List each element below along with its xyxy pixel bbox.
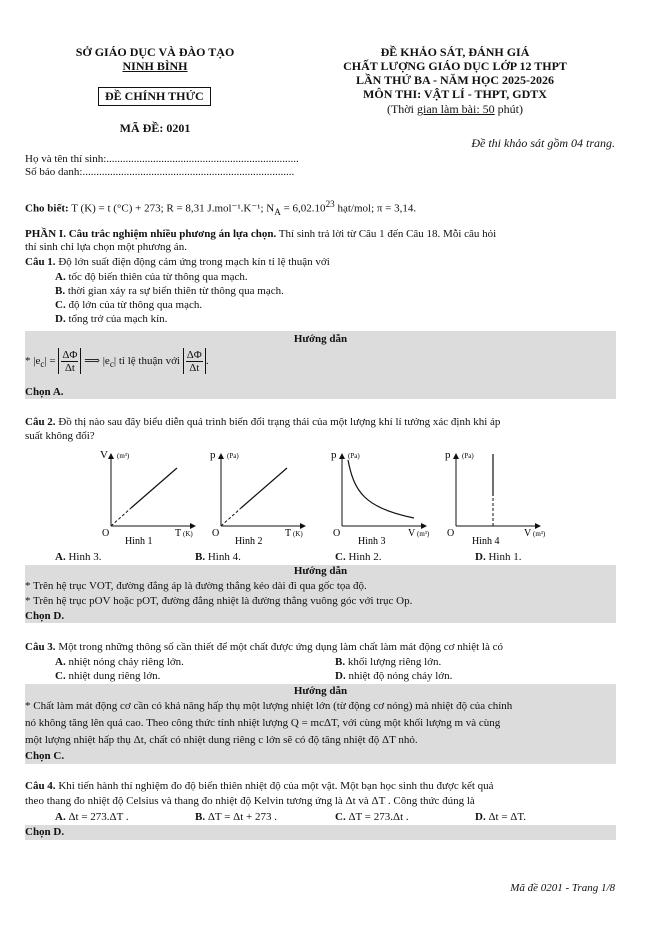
q2-option-b: B. Hình 4. (195, 551, 241, 563)
exam-subject: MÔN THI: VẬT LÍ - THPT, GDTX (363, 87, 547, 101)
exam-title-3: LẦN THỨ BA - NĂM HỌC 2025-2026 (356, 73, 554, 87)
exam-time: (Thời gian làm bài: 50 phút) (386, 102, 523, 116)
svg-text:p: p (331, 449, 337, 461)
q2-answer: Chọn D. (25, 610, 65, 622)
page-count-note: Đề thi khảo sát gồm 04 trang. (471, 136, 615, 150)
graph-2 (205, 446, 315, 546)
official-exam-label: ĐỀ CHÍNH THỨC (98, 87, 211, 106)
q3-solution-3: một lượng nhiệt hấp thụ Δt, chất có nhiệt dung riêng c lớn sẽ có độ tăng nhiệt độ ΔT nhỏ. (25, 734, 418, 746)
q2-option-d: D. Hình 1. (475, 551, 522, 563)
graph-3-caption: Hình 3 (358, 536, 386, 546)
question-2: Câu 2. Đồ thị nào sau đây biểu diễn quá trình biến đổi trạng thái của một lượng khí lí tưởng xác định khi áp (25, 416, 501, 428)
student-number-line: Số báo danh:............................................................................. (25, 166, 295, 178)
department-name: SỞ GIÁO DỤC VÀ ĐÀO TẠO (75, 45, 235, 59)
q4-option-a: A. Δt = 273.ΔT . (55, 811, 129, 823)
q1-guide-heading: Hướng dẫn (293, 333, 348, 345)
q3-guide-heading: Hướng dẫn (293, 685, 348, 697)
question-1: Câu 1. Độ lớn suất điện động cảm ứng trong mạch kín tỉ lệ thuận với (25, 256, 330, 268)
q1-option-a: A. tốc độ biến thiên của từ thông qua mạch. (55, 271, 248, 283)
q3-option-c: C. nhiệt dung riêng lớn. (55, 670, 161, 682)
question-2-cont: suất không đổi? (25, 430, 95, 442)
q4-solution-box (25, 825, 616, 840)
q4-option-d: D. Δt = ΔT. (475, 811, 527, 823)
graph-4 (440, 446, 560, 546)
graph-2-caption: Hình 2 (235, 536, 263, 546)
graph-1-caption: Hình 1 (125, 536, 153, 546)
q2-solution-2: * Trên hệ trục pOV hoặc pOT, đường đẳng nhiệt là đường thẳng vuông góc với trục Op. (25, 595, 413, 607)
svg-text:(Pa): (Pa) (348, 452, 360, 460)
question-4: Câu 4. Khi tiến hành thí nghiệm đo độ biến thiên nhiệt độ của một vật. Một bạn học sinh thu được kết quả (25, 780, 494, 792)
q2-solution-1: * Trên hệ trục VOT, đường đẳng áp là đường thẳng kéo dài đi qua gốc tọa độ. (25, 580, 367, 592)
exam-title-1: ĐỀ KHẢO SÁT, ĐÁNH GIÁ (380, 45, 530, 59)
svg-text:T: T (175, 528, 182, 539)
graph-1-y-label: V (100, 449, 108, 461)
svg-text:O: O (333, 528, 341, 539)
part1-heading: PHẦN I. Câu trắc nghiệm nhiều phương án lựa chọn. Thí sinh trả lời từ Câu 1 đến Câu 18. Mỗi câu hỏi (25, 228, 497, 240)
svg-text:(m³): (m³) (117, 452, 130, 460)
q1-solution: * $|e_c|$ = $\frac{\Delta\Phi}{\Delta t}$ ⟹ $|e_c|$ tỉ lệ thuận với $\frac{\Delta\Phi}{\Delta t}$ . (25, 349, 209, 375)
svg-text:O: O (212, 528, 220, 539)
svg-text:O: O (102, 528, 110, 539)
q1-answer: Chọn A. (25, 386, 64, 398)
q3-solution-1: * Chất làm mát động cơ cần có khả năng hấp thụ một lượng nhiệt lớn (từ động cơ nóng) mà nhiệt độ của chính (25, 700, 513, 712)
svg-text:(m³): (m³) (417, 530, 430, 538)
q2-option-c: C. Hình 2. (335, 551, 382, 563)
svg-text:O: O (447, 528, 455, 539)
question-4-cont: theo thang đo nhiệt độ Celsius và thang đo nhiệt độ Kelvin tương ứng là Δt và ΔT . Công thức đúng là (25, 795, 475, 807)
svg-text:(Pa): (Pa) (462, 452, 474, 460)
q2-guide-heading: Hướng dẫn (293, 565, 348, 577)
svg-text:(K): (K) (183, 530, 193, 538)
q3-option-d: D. nhiệt độ nóng chảy lớn. (335, 670, 453, 682)
q3-option-a: A. nhiệt nóng chảy riêng lớn. (55, 656, 184, 668)
q3-solution-2: nó không tăng lên quá cao. Theo công thức tính nhiệt lượng Q = mcΔT, với cùng một khối lượng m và cùng (25, 717, 501, 729)
svg-text:V: V (524, 528, 532, 539)
q4-answer: Chọn D. (25, 826, 65, 838)
q1-option-d: D. tổng trở của mạch kín. (55, 313, 168, 325)
given-constants: Cho biết: T (K) = t (°C) + 273; R = 8,31 J.mol⁻¹.K⁻¹; $N_A = 6,02.10^{23}$ hạt/mol; π = 3,14. (25, 199, 417, 217)
q1-option-b: B. thời gian xảy ra sự biến thiên từ thông qua mạch. (55, 285, 284, 297)
q1-option-c: C. độ lớn của từ thông qua mạch. (55, 299, 203, 311)
exam-code: MÃ ĐỀ: 0201 (119, 121, 191, 135)
svg-text:(m³): (m³) (533, 530, 546, 538)
svg-text:T: T (285, 528, 292, 539)
q3-answer: Chọn C. (25, 750, 65, 762)
q4-option-c: C. ΔT = 273.Δt . (335, 811, 409, 823)
q2-option-a: A. Hình 3. (55, 551, 102, 563)
svg-text:V: V (408, 528, 416, 539)
page-footer: Mã đề 0201 - Trang 1/8 (510, 882, 615, 894)
part1-instruction: thí sinh chỉ lựa chọn một phương án. (25, 241, 187, 253)
question-3: Câu 3. Một trong những thông số cần thiết để một chất được ứng dụng làm chất làm mát động cơ nhiệt là có (25, 641, 503, 653)
svg-text:(K): (K) (293, 530, 303, 538)
q4-option-b: B. ΔT = Δt + 273 . (195, 811, 277, 823)
student-name-line: Họ và tên thí sinh:...................................................................... (25, 153, 299, 165)
province-name: NINH BÌNH (122, 59, 188, 73)
svg-text:p: p (445, 449, 451, 461)
graph-1 (95, 446, 205, 546)
svg-text:(Pa): (Pa) (227, 452, 239, 460)
svg-text:p: p (210, 449, 216, 461)
q3-option-b: B. khối lượng riêng lớn. (335, 656, 442, 668)
graph-3 (326, 446, 446, 546)
graph-4-caption: Hình 4 (472, 536, 500, 546)
exam-title-2: CHẤT LƯỢNG GIÁO DỤC LỚP 12 THPT (343, 59, 567, 73)
